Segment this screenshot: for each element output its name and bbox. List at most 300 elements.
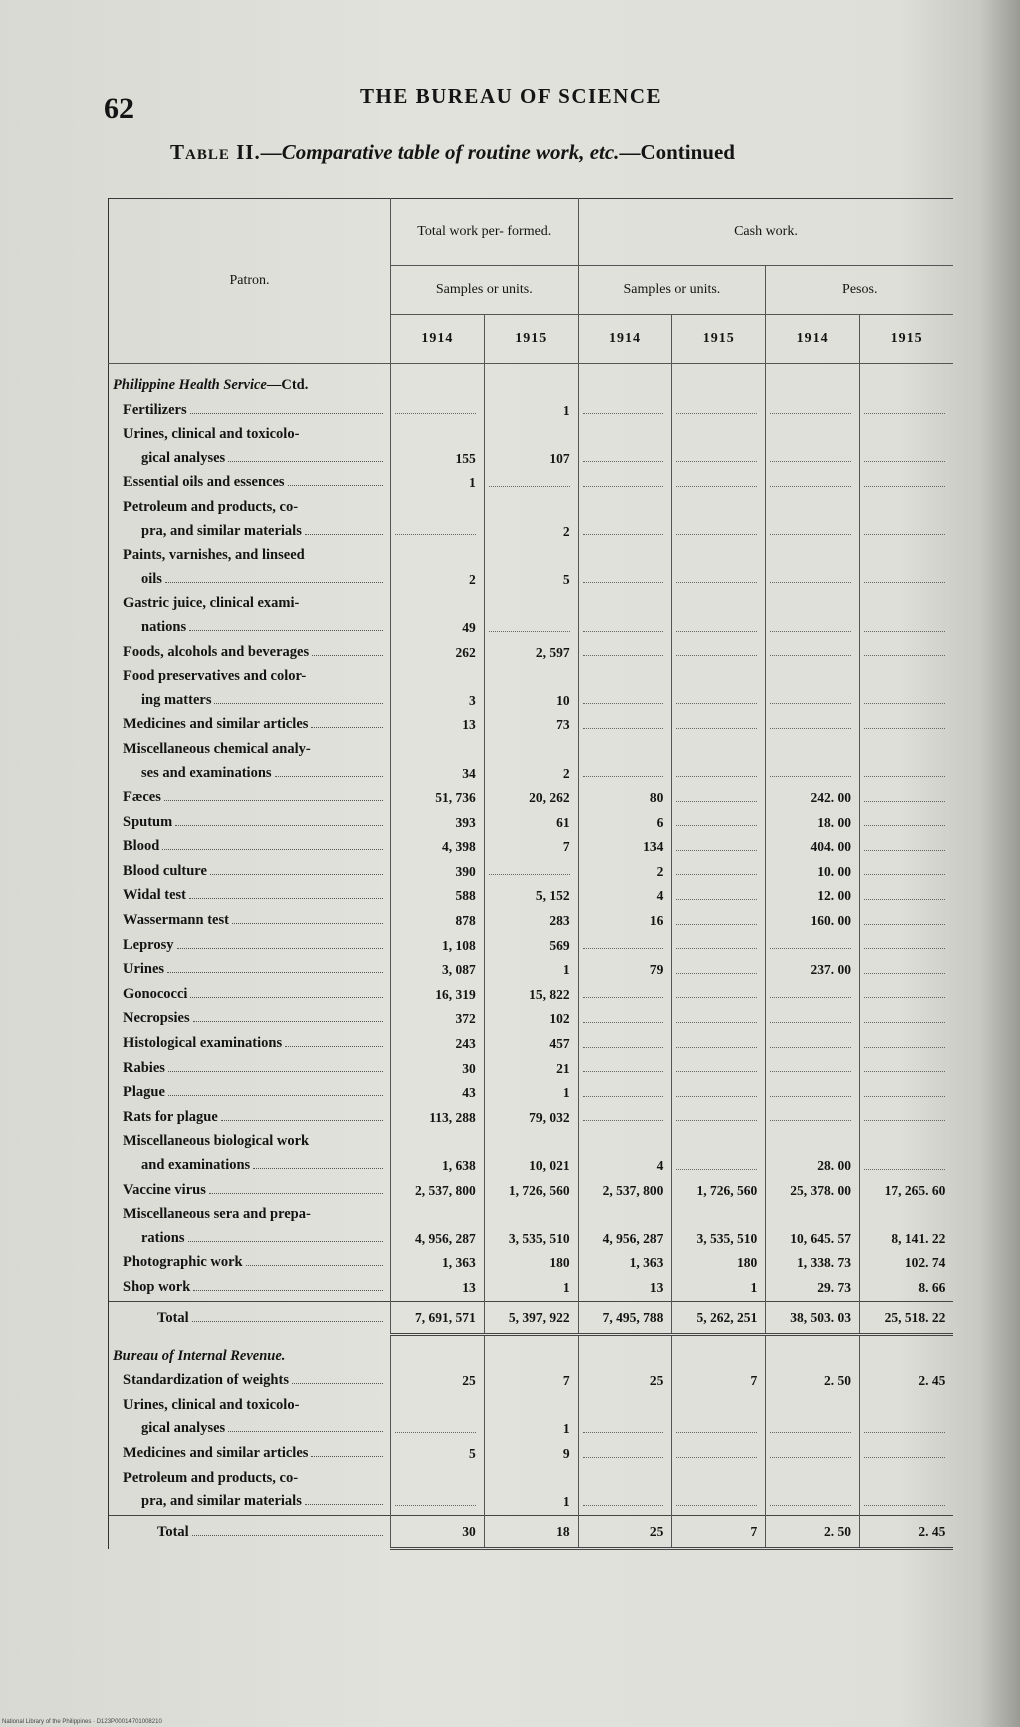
value-cell <box>484 1007 578 1032</box>
cell-value: 283 <box>549 913 570 929</box>
empty-leader <box>770 533 851 535</box>
value-cell <box>672 1251 766 1276</box>
row-label-line <box>123 689 386 713</box>
row-label <box>109 1276 391 1301</box>
row-label <box>109 1251 391 1276</box>
scan-footer: National Library of the Philippines · D123P00014701008210 <box>2 1719 162 1725</box>
section-title-text: Philippine Health Service <box>113 377 267 393</box>
leader-dots <box>311 1456 383 1457</box>
leader-dots <box>162 849 383 850</box>
empty-leader <box>770 1095 851 1097</box>
row-label-text: Necropsies <box>123 1010 190 1027</box>
table-body <box>109 364 954 1549</box>
value-cell <box>578 1007 672 1032</box>
empty-leader <box>770 630 851 632</box>
blank-cell <box>672 364 766 399</box>
value-cell <box>484 738 578 786</box>
value-cell <box>672 1442 766 1467</box>
empty-leader <box>676 581 757 583</box>
row-label-line <box>123 1203 386 1227</box>
year-header: 1914 <box>578 315 672 364</box>
empty-leader <box>770 1456 851 1458</box>
cell-value: 4, 956, 287 <box>415 1230 476 1246</box>
empty-leader <box>583 460 664 462</box>
empty-leader <box>864 1456 945 1458</box>
value-cell <box>391 1251 485 1276</box>
cell-value: 73 <box>556 717 570 733</box>
empty-leader <box>770 1021 851 1023</box>
empty-leader <box>583 775 664 777</box>
row-label-text: Petroleum and products, co- <box>123 1469 299 1486</box>
value-cell <box>578 934 672 959</box>
value-cell <box>859 1081 953 1106</box>
row-label <box>109 1179 391 1204</box>
value-cell <box>672 665 766 713</box>
row-label-line <box>123 1081 386 1105</box>
empty-leader <box>864 1431 945 1433</box>
row-label-line <box>123 471 386 495</box>
row-label-line <box>123 1227 386 1251</box>
row-label-line <box>123 738 386 762</box>
empty-leader <box>583 630 664 632</box>
table-row <box>109 909 954 934</box>
row-label-line <box>123 1276 386 1300</box>
cell-value: 180 <box>549 1255 570 1271</box>
value-cell <box>859 1251 953 1276</box>
leader-dots <box>189 898 383 899</box>
value-cell <box>672 592 766 640</box>
blank-cell <box>391 364 485 399</box>
table-row <box>109 496 954 544</box>
value-cell <box>578 665 672 713</box>
value-cell <box>391 738 485 786</box>
cell-value: 10. 00 <box>817 863 851 879</box>
empty-leader <box>395 1504 476 1506</box>
value-cell <box>484 1442 578 1467</box>
value-cell <box>766 1106 860 1131</box>
empty-leader <box>676 1070 757 1072</box>
total-value-cell <box>391 1301 485 1335</box>
blank-cell <box>484 364 578 399</box>
year-header: 1915 <box>484 315 578 364</box>
cell-value: 18. 00 <box>817 814 851 830</box>
empty-leader <box>676 824 757 826</box>
empty-leader <box>676 947 757 949</box>
total-value: 25 <box>649 1523 664 1539</box>
value-cell <box>391 1130 485 1178</box>
cell-value: 160. 00 <box>810 913 851 929</box>
blank-cell <box>859 1335 953 1370</box>
value-cell <box>859 909 953 934</box>
empty-leader <box>676 1046 757 1048</box>
row-label-text: gical analyses <box>141 1420 226 1437</box>
leader-dots <box>193 1290 383 1291</box>
empty-leader <box>770 1504 851 1506</box>
cell-value: 1, 108 <box>442 937 476 953</box>
row-label-line <box>123 1369 386 1393</box>
value-cell <box>672 423 766 471</box>
blank-cell <box>672 1335 766 1370</box>
value-cell <box>859 934 953 959</box>
value-cell <box>391 1276 485 1301</box>
cell-value: 12. 00 <box>817 888 851 904</box>
value-cell <box>859 983 953 1008</box>
value-cell <box>672 738 766 786</box>
row-label-line <box>123 641 386 665</box>
value-cell <box>391 423 485 471</box>
empty-leader <box>770 775 851 777</box>
value-cell <box>484 1106 578 1131</box>
value-cell <box>391 1394 485 1442</box>
total-value-cell <box>578 1515 672 1549</box>
table-row <box>109 423 954 471</box>
blank-cell <box>859 364 953 399</box>
leader-dots <box>177 948 384 949</box>
value-cell <box>766 884 860 909</box>
value-cell <box>859 592 953 640</box>
value-cell <box>578 1251 672 1276</box>
empty-leader <box>864 1168 945 1170</box>
value-cell <box>672 786 766 811</box>
empty-leader <box>676 1095 757 1097</box>
value-cell <box>672 860 766 885</box>
empty-leader <box>864 485 945 487</box>
row-label-text: Medicines and similar articles <box>123 1445 309 1462</box>
table-row <box>109 1179 954 1204</box>
empty-leader <box>864 972 945 974</box>
year-header: 1914 <box>391 315 485 364</box>
value-cell <box>578 860 672 885</box>
value-cell <box>484 811 578 836</box>
row-label-text: Standardization of weights <box>123 1372 289 1389</box>
empty-leader <box>770 996 851 998</box>
row-label <box>109 738 391 786</box>
table-row <box>109 884 954 909</box>
empty-leader <box>676 873 757 875</box>
leader-dots <box>292 1383 383 1384</box>
value-cell <box>766 1467 860 1516</box>
table-row <box>109 1130 954 1178</box>
cell-value: 457 <box>549 1036 570 1052</box>
value-cell <box>672 1106 766 1131</box>
empty-leader <box>676 727 757 729</box>
empty-leader <box>770 581 851 583</box>
row-label-text: Vaccine virus <box>123 1181 206 1198</box>
empty-leader <box>583 1070 664 1072</box>
leader-dots <box>312 655 383 656</box>
value-cell <box>859 738 953 786</box>
value-cell <box>672 884 766 909</box>
row-label-line <box>123 958 386 982</box>
value-cell <box>672 641 766 666</box>
value-cell <box>484 1251 578 1276</box>
cell-value: 8. 66 <box>918 1279 946 1295</box>
table-row <box>109 665 954 713</box>
empty-leader <box>676 460 757 462</box>
cell-value: 1 <box>562 1421 570 1437</box>
leader-dots <box>192 1321 383 1322</box>
row-label <box>109 592 391 640</box>
cell-value: 5, 152 <box>535 888 570 904</box>
cell-value: 25, 378. 00 <box>790 1182 851 1198</box>
row-label-text: rations <box>141 1229 185 1246</box>
cell-value: 15, 822 <box>529 986 570 1002</box>
empty-leader <box>864 873 945 875</box>
empty-leader <box>864 460 945 462</box>
row-label <box>109 835 391 860</box>
value-cell <box>391 471 485 496</box>
leader-dots <box>246 1265 383 1266</box>
running-head: THE BUREAU OF SCIENCE <box>360 84 663 108</box>
cell-value: 3, 087 <box>442 962 476 978</box>
row-label-line <box>123 544 386 568</box>
value-cell <box>391 1369 485 1394</box>
row-label <box>109 909 391 934</box>
empty-leader <box>583 1046 664 1048</box>
page-number: 62 <box>104 92 134 125</box>
empty-leader <box>676 630 757 632</box>
leader-dots <box>221 1120 383 1121</box>
value-cell <box>484 423 578 471</box>
cell-value: 1 <box>562 1085 570 1101</box>
empty-leader <box>770 654 851 656</box>
table-row <box>109 399 954 424</box>
leader-dots <box>214 703 383 704</box>
empty-leader <box>770 1431 851 1433</box>
value-cell <box>578 1203 672 1251</box>
value-cell <box>484 958 578 983</box>
cell-value: 1, 638 <box>442 1158 476 1173</box>
total-value: 5, 397, 922 <box>508 1309 570 1325</box>
value-cell <box>391 1007 485 1032</box>
empty-leader <box>583 1119 664 1121</box>
empty-leader <box>489 485 570 487</box>
value-cell <box>578 786 672 811</box>
value-cell <box>391 1467 485 1516</box>
row-label-line <box>123 811 386 835</box>
value-cell <box>484 665 578 713</box>
leader-dots <box>288 485 383 486</box>
row-label-text: and examinations <box>141 1157 251 1173</box>
value-cell <box>484 934 578 959</box>
value-cell <box>484 399 578 424</box>
total-value: 7, 495, 788 <box>602 1309 664 1325</box>
value-cell <box>766 423 860 471</box>
empty-leader <box>489 873 570 875</box>
table-row <box>109 1276 954 1301</box>
row-label-text: Fæces <box>123 789 161 806</box>
table-row <box>109 1394 954 1442</box>
year-header: 1915 <box>672 315 766 364</box>
total-value-cell <box>391 1515 485 1549</box>
value-cell <box>672 1276 766 1301</box>
row-label-line <box>123 496 386 520</box>
value-cell <box>391 1081 485 1106</box>
row-label-text: Urines, clinical and toxicolo- <box>123 1396 300 1413</box>
value-cell <box>859 884 953 909</box>
value-cell <box>672 1130 766 1178</box>
row-label <box>109 641 391 666</box>
empty-leader <box>676 654 757 656</box>
empty-leader <box>864 775 945 777</box>
cell-value: 7 <box>562 839 570 855</box>
row-label <box>109 983 391 1008</box>
table-header <box>109 199 954 364</box>
value-cell <box>484 1276 578 1301</box>
section-title <box>109 1335 391 1370</box>
table-row <box>109 592 954 640</box>
empty-leader <box>864 654 945 656</box>
row-label <box>109 496 391 544</box>
table-row <box>109 641 954 666</box>
cell-value: 25 <box>462 1373 476 1389</box>
cell-value: 2 <box>656 863 664 879</box>
table-row <box>109 958 954 983</box>
total-row <box>109 1301 954 1335</box>
empty-leader <box>676 412 757 414</box>
row-label-text: Miscellaneous chemical analy- <box>123 740 311 757</box>
empty-leader <box>489 630 570 632</box>
value-cell <box>766 1276 860 1301</box>
value-cell <box>672 909 766 934</box>
value-cell <box>578 1394 672 1442</box>
cell-value: 10, 021 <box>529 1158 570 1173</box>
blank-cell <box>578 364 672 399</box>
row-label-text: Miscellaneous sera and prepa- <box>123 1206 311 1223</box>
value-cell <box>766 1007 860 1032</box>
value-cell <box>859 1007 953 1032</box>
table-row <box>109 1203 954 1251</box>
row-label-text: gical analyses <box>141 449 226 466</box>
total-value: 2. 45 <box>918 1523 946 1539</box>
value-cell <box>484 592 578 640</box>
value-cell <box>578 641 672 666</box>
cell-value: 1 <box>750 1279 758 1295</box>
cell-value: 34 <box>462 765 476 781</box>
empty-leader <box>583 1095 664 1097</box>
leader-dots <box>188 1241 384 1242</box>
value-cell <box>672 1467 766 1516</box>
cell-value: 49 <box>462 619 476 635</box>
value-cell <box>672 1057 766 1082</box>
cell-value: 1 <box>562 962 570 978</box>
row-label-text: Rabies <box>123 1059 165 1076</box>
cell-value: 29. 73 <box>817 1279 851 1295</box>
total-value-cell <box>672 1515 766 1549</box>
value-cell <box>484 1179 578 1204</box>
cell-value: 4 <box>656 888 664 904</box>
empty-leader <box>676 800 757 802</box>
empty-leader <box>583 485 664 487</box>
value-cell <box>766 713 860 738</box>
value-cell <box>578 1276 672 1301</box>
value-cell <box>484 1032 578 1057</box>
row-label-text: Foods, alcohols and beverages <box>123 643 310 660</box>
table-row <box>109 1057 954 1082</box>
cell-value: 404. 00 <box>810 839 851 855</box>
cell-value: 5 <box>469 1446 476 1462</box>
value-cell <box>578 399 672 424</box>
row-label-line <box>123 1007 386 1031</box>
value-cell <box>578 884 672 909</box>
row-label <box>109 1007 391 1032</box>
table-row <box>109 811 954 836</box>
leader-dots <box>175 825 383 826</box>
row-label-line <box>123 520 386 544</box>
cell-value: 2 <box>469 571 476 587</box>
total-label-text: Total <box>157 1310 189 1327</box>
row-label-text: Shop work <box>123 1278 191 1295</box>
leader-dots <box>228 1431 383 1432</box>
total-value-cell <box>766 1301 860 1335</box>
table-row <box>109 1106 954 1131</box>
leader-dots <box>165 582 383 583</box>
cell-value: 102. 74 <box>904 1255 946 1271</box>
row-label-line <box>157 1307 386 1331</box>
row-label-text: Blood <box>123 838 160 855</box>
cell-value: 2. 50 <box>823 1373 851 1389</box>
row-label-line <box>157 1521 386 1545</box>
row-label-line <box>123 1154 386 1178</box>
value-cell <box>859 1203 953 1251</box>
value-cell <box>766 496 860 544</box>
section-title-suffix: —Ctd. <box>266 377 309 393</box>
empty-leader <box>676 1168 757 1170</box>
cell-value: 17, 265. 60 <box>884 1182 946 1198</box>
value-cell <box>766 544 860 592</box>
cell-value: 262 <box>455 644 476 660</box>
row-label <box>109 1081 391 1106</box>
value-cell <box>484 860 578 885</box>
row-label <box>109 1130 391 1178</box>
cell-value: 155 <box>455 450 476 466</box>
leader-dots <box>232 923 383 924</box>
row-label-text: Blood culture <box>123 862 207 879</box>
empty-leader <box>770 1119 851 1121</box>
leader-dots <box>164 800 383 801</box>
blank-cell <box>391 1335 485 1370</box>
leader-dots <box>193 1021 383 1022</box>
row-label <box>109 860 391 885</box>
row-label-text: Leprosy <box>123 936 174 953</box>
value-cell <box>672 1007 766 1032</box>
empty-leader <box>583 654 664 656</box>
value-cell <box>766 958 860 983</box>
cell-value: 107 <box>549 450 570 466</box>
empty-leader <box>864 1504 945 1506</box>
value-cell <box>484 1130 578 1178</box>
value-cell <box>672 1032 766 1057</box>
value-cell <box>391 1032 485 1057</box>
leader-dots <box>190 997 383 998</box>
value-cell <box>672 958 766 983</box>
value-cell <box>859 496 953 544</box>
value-cell <box>391 399 485 424</box>
cell-value: 30 <box>462 1060 476 1076</box>
total-value-cell <box>672 1301 766 1335</box>
empty-leader <box>676 1021 757 1023</box>
cell-value: 21 <box>556 1060 570 1076</box>
cell-value: 180 <box>736 1255 758 1271</box>
total-value-cell <box>484 1515 578 1549</box>
total-value: 25, 518. 22 <box>884 1309 946 1325</box>
value-cell <box>391 713 485 738</box>
empty-leader <box>676 702 757 704</box>
value-cell <box>859 1130 953 1178</box>
row-label <box>109 1369 391 1394</box>
cell-value: 8, 141. 22 <box>891 1230 946 1246</box>
total-value: 7 <box>750 1523 758 1539</box>
